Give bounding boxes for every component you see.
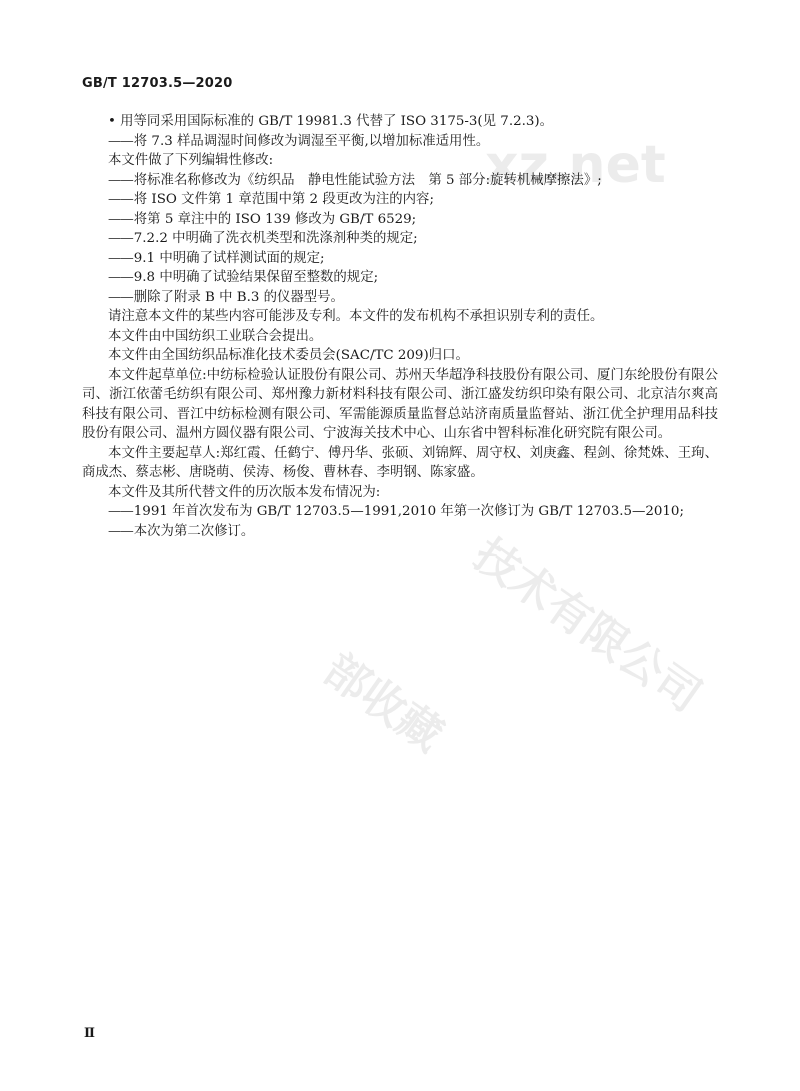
proposed-by: 本文件由中国纺织工业联合会提出。 [108,328,323,344]
editorial-change-item: —— 将标准名称修改为《纺织品 静电性能试验方法 第 5 部分:旋转机械摩擦法》; [82,171,718,191]
document-number-header: GB/T 12703.5—2020 [82,76,233,91]
editorial-change-item: —— 9.8 中明确了试验结果保留至整数的规定; [82,268,718,288]
watermark-company: 技术有限公司 [464,529,710,723]
managed-by: 本文件由全国纺织品标准化技术委员会(SAC/TC 209)归口。 [108,348,469,363]
drafting-units: 本文件起草单位:中纺标检验认证股份有限公司、苏州天华超净科技股份有限公司、厦门东纶股份有限公司、浙江依蕾毛纺织有限公司、郑州豫力新材料科技有限公司、浙江盛发纺织印染有限公司、北京洁尔爽高科技有限公司、晋江中纺标检测有限公司、军需能源质量监督总站济南质量监督站、浙江优全护理用品科技股份有限公司、温州方圆仪器有限公司、宁波海关技术中心、山东省中智科标准化研究院有限公司。 [82,367,718,441]
history-intro: 本文件及其所代替文件的历次版本发布情况为: [108,484,381,500]
editorial-change-item: —— 删除了附录 B 中 B.3 的仪器型号。 [82,288,718,308]
watermark-collection: 部收藏 [314,644,452,762]
editorial-intro: 本文件做了下列编辑性修改: [108,153,274,168]
technical-change-item: —— 将 7.3 样品调湿时间修改为调湿至平衡,以增加标准适用性。 [82,132,718,152]
history-item: —— 1991 年首次发布为 GB/T 12703.5—1991,2010 年第一次修订为 GB/T 12703.5—2010; [82,502,718,522]
foreword-body [82,112,718,541]
editorial-change-item: —— 7.2.2 中明确了洗衣机类型和洗涤剂种类的规定; [82,229,718,249]
technical-change-text: 用等同采用国际标准的 GB/T 19981.3 代替了 ISO 3175-3(见 7.2.3)。 [120,114,553,129]
editorial-change-item: —— 9.1 中明确了试样测试面的规定; [82,249,718,269]
technical-change-item: • 用等同采用国际标准的 GB/T 19981.3 代替了 ISO 3175-3(见 7.2.3)。 [108,114,553,129]
patent-notice: 请注意本文件的某些内容可能涉及专利。本文件的发布机构不承担识别专利的责任。 [108,309,604,324]
editorial-change-item: —— 将 ISO 文件第 1 章范围中第 2 段更改为注的内容; [82,190,718,210]
drafters: 本文件主要起草人:郑红霞、任鹤宁、傅丹华、张硕、刘锦辉、周守权、刘庚鑫、程剑、徐梵姝、王珣、商成杰、蔡志彬、唐晓萌、侯涛、杨俊、曹林春、李明钢、陈家盛。 [82,445,718,480]
watermark-site: xz.net [485,135,666,195]
page-number: Ⅱ [84,1026,95,1041]
editorial-change-item: —— 将第 5 章注中的 ISO 139 修改为 GB/T 6529; [82,210,718,230]
history-item: —— 本次为第二次修订。 [82,522,718,542]
